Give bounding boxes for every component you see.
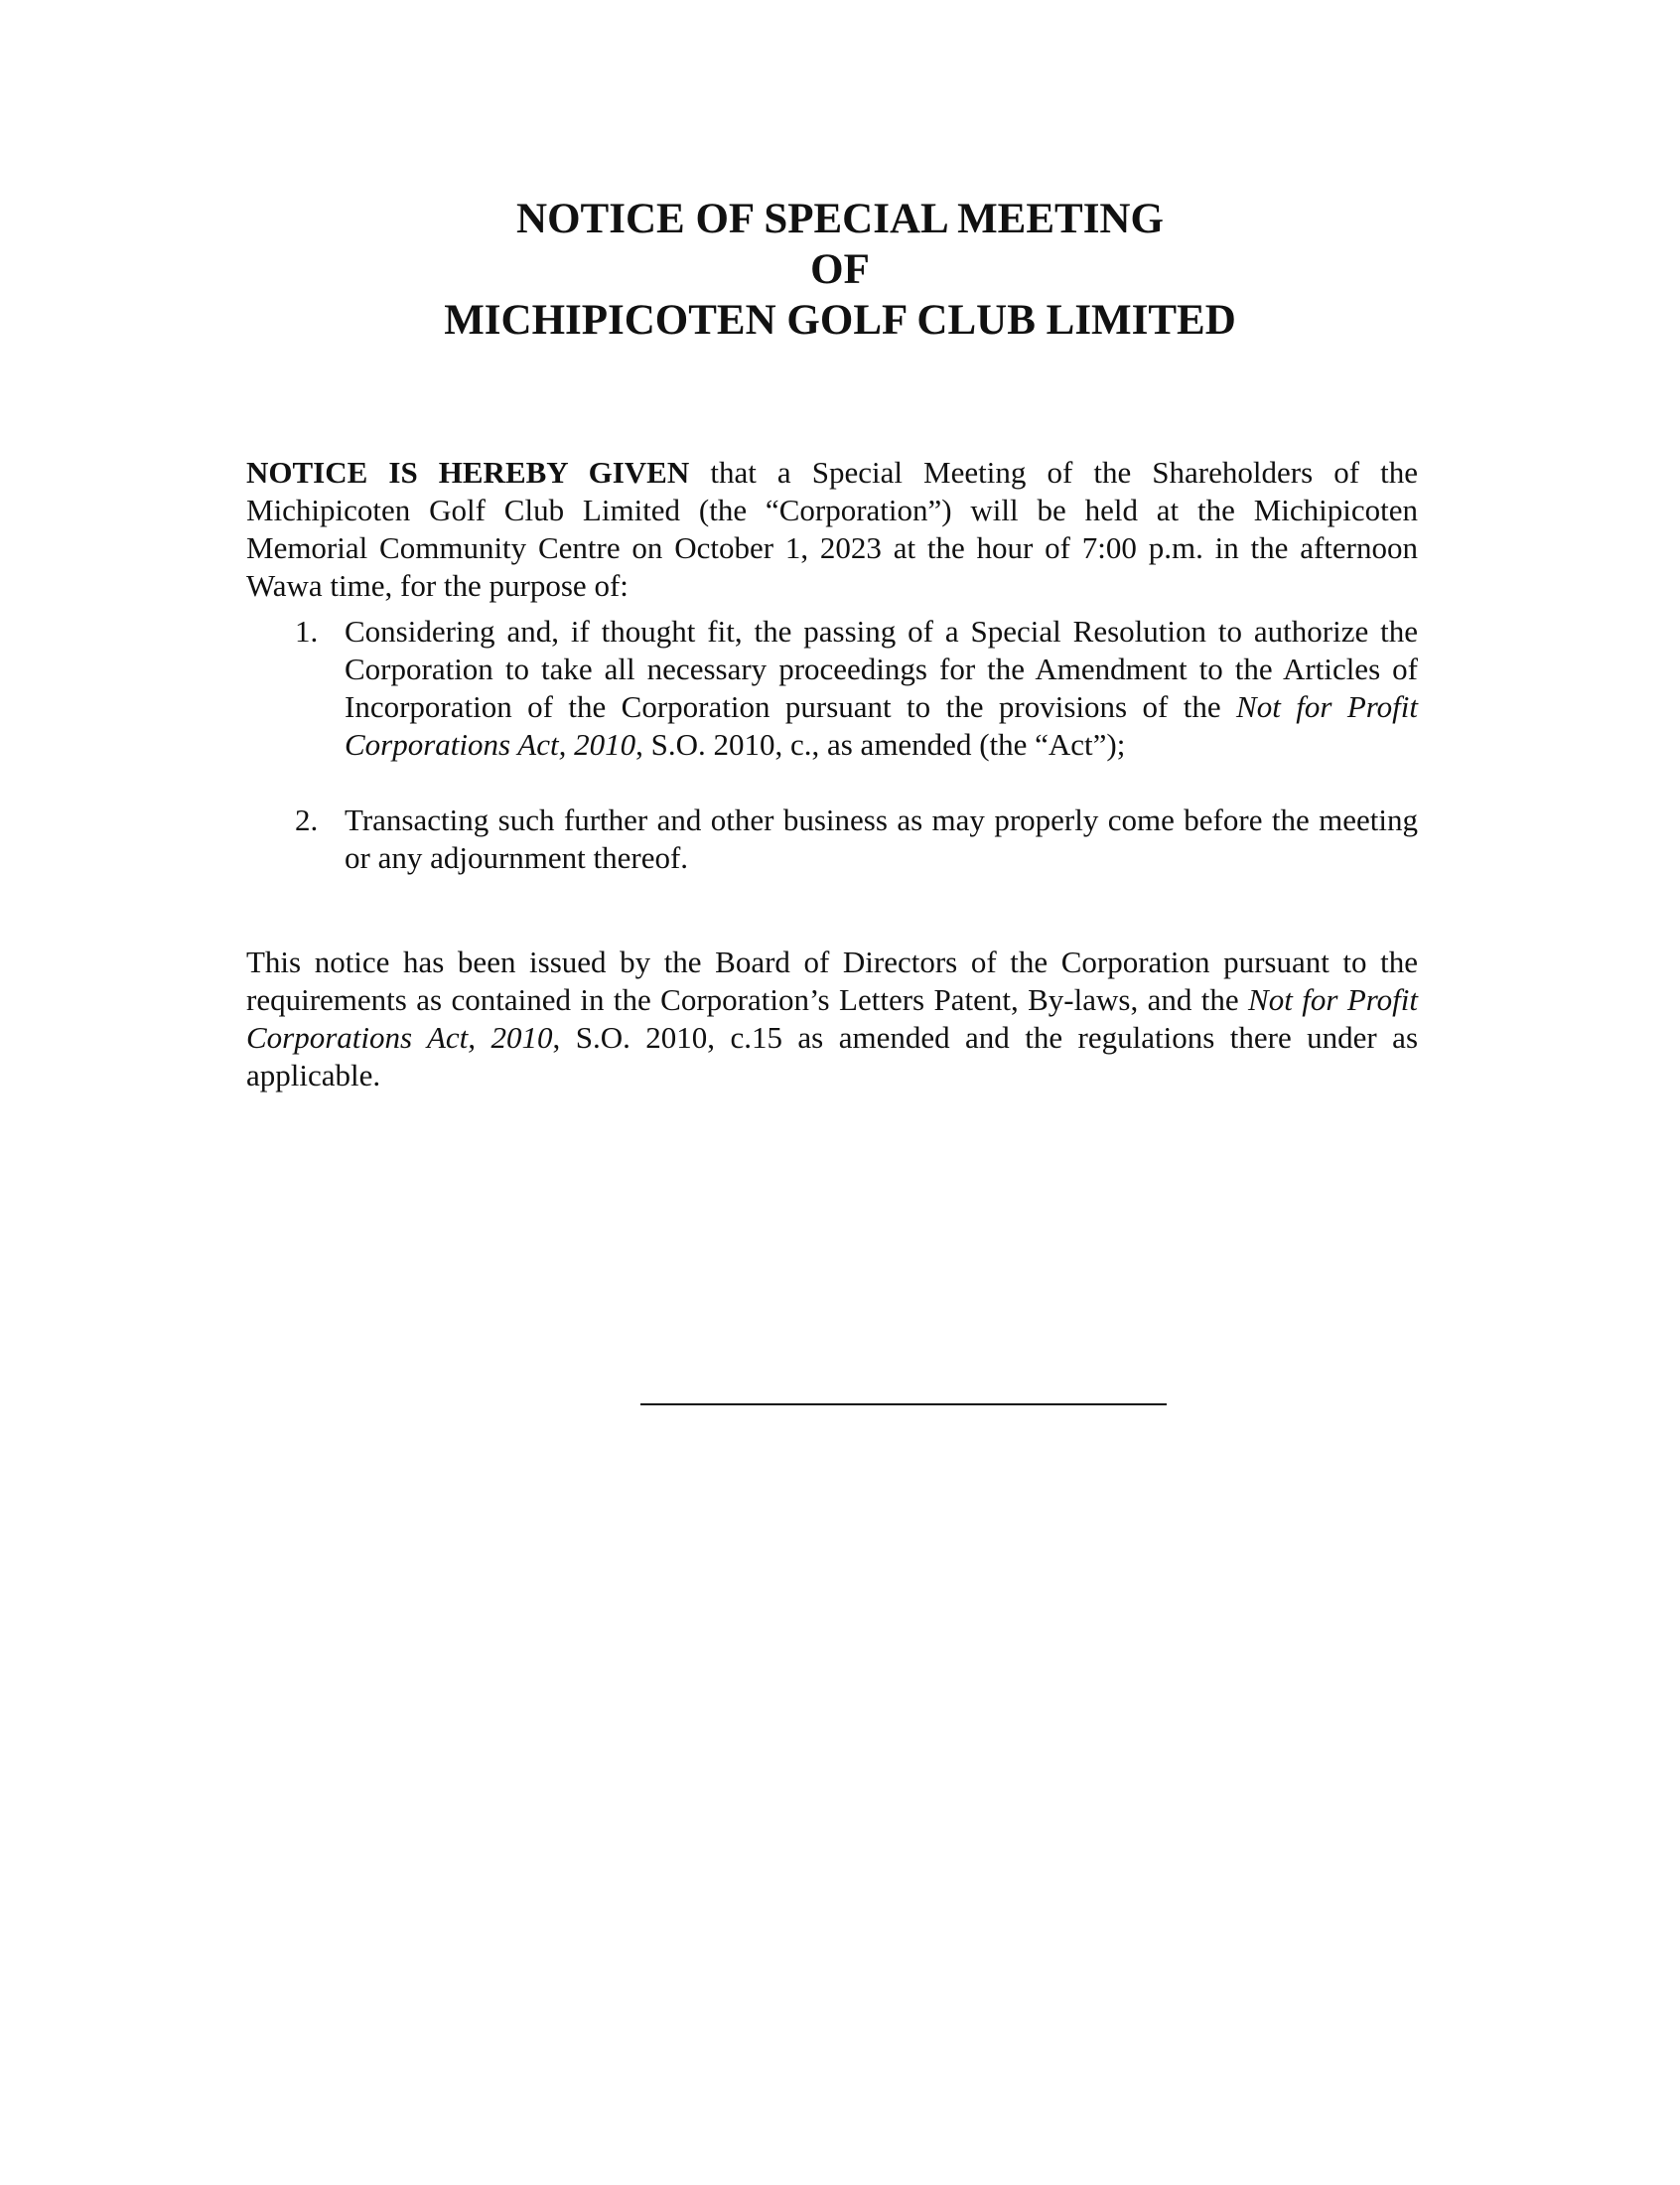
closing-text-start: This notice has been issued by the Board of Directors of the Corporation pursuant to the requirements as contained in the Corporation’s Letters Patent, By-laws, and the xyxy=(246,945,1418,1017)
meeting-purpose-list xyxy=(246,613,1418,877)
list-item-text-end: , S.O. 2010, c., as amended (the “Act”); xyxy=(635,727,1126,762)
title-line-notice: NOTICE OF SPECIAL MEETING xyxy=(516,196,1164,242)
intro-lead: NOTICE IS HEREBY GIVEN xyxy=(246,455,690,490)
act-name: Not for Profit Corporations Act, 2010 xyxy=(345,689,1419,762)
list-item xyxy=(246,613,1418,764)
intro-text: that a Special Meeting of the Shareholders of the Michipicoten Golf Club Limited (the “Corporation”) will be held at the Michipicoten Memorial Community Centre on October 1, 2023 at the hour of 7:00 p.m. in the afternoon Wawa time, for the purpose of: xyxy=(246,455,1418,603)
closing-paragraph xyxy=(246,944,1418,1094)
list-item-number: 2. xyxy=(295,802,319,837)
title-line-of: OF xyxy=(810,246,870,293)
list-item-text-start: Considering and, if thought fit, the passing of a Special Resolution to authorize the Corporation to take all necessary proceedings for the Amendment to the Articles of Incorporation of the Corporation pursuant to the provisions of the xyxy=(345,614,1418,724)
document-title xyxy=(0,194,1680,346)
list-item-number: 1. xyxy=(295,614,319,649)
signature-line xyxy=(640,1403,1167,1405)
list-item-text: Transacting such further and other business as may properly come before the meeting or any adjournment thereof. xyxy=(345,802,1418,875)
title-line-company: MICHIPICOTEN GOLF CLUB LIMITED xyxy=(444,297,1236,344)
act-name: Not for Profit Corporations Act, 2010 xyxy=(246,982,1419,1055)
closing-text-end: , S.O. 2010, c.15 as amended and the regulations there under as applicable. xyxy=(246,1020,1419,1092)
list-item xyxy=(246,801,1418,877)
intro-paragraph xyxy=(246,454,1418,605)
